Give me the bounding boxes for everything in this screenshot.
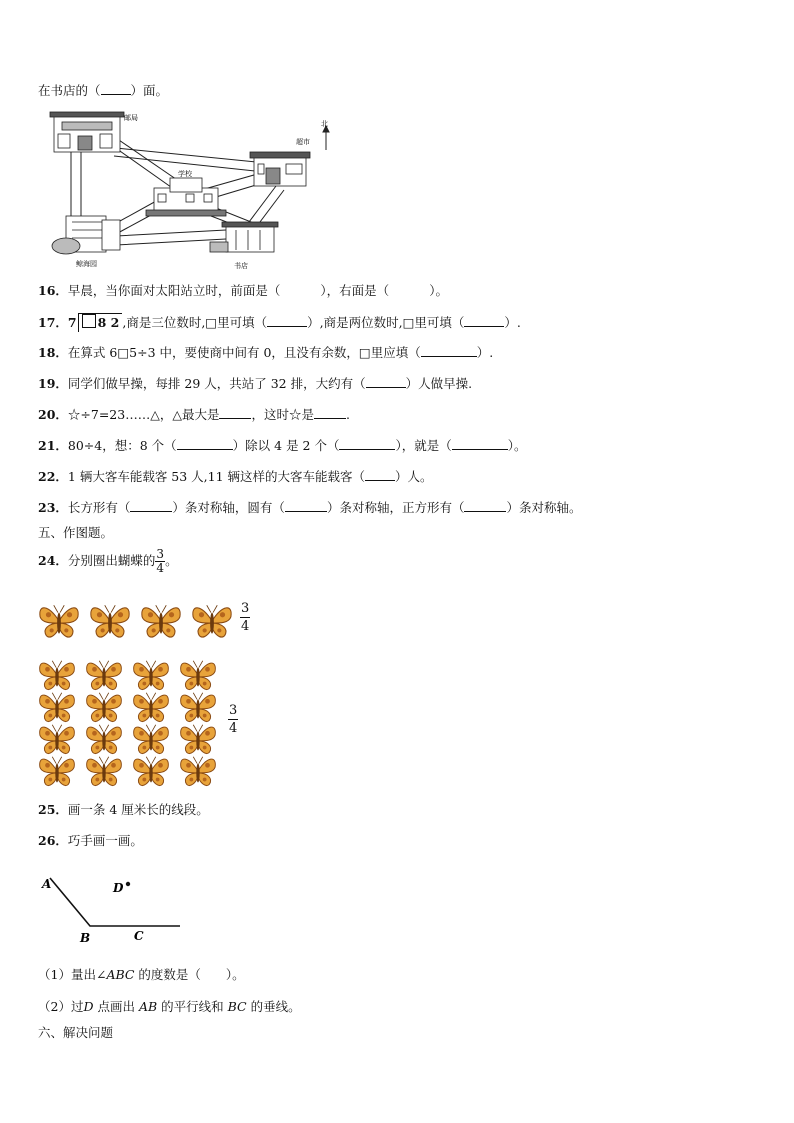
answer-blank[interactable] xyxy=(421,344,477,357)
digit-box[interactable] xyxy=(82,314,96,328)
butterfly-icon[interactable] xyxy=(179,752,217,788)
butterfly-icon[interactable] xyxy=(179,720,217,756)
butterfly-icon[interactable] xyxy=(132,752,170,788)
label-d: D xyxy=(113,881,124,895)
butterfly-icon[interactable] xyxy=(85,752,123,788)
butterfly-icon[interactable] xyxy=(132,656,170,692)
label-b: B xyxy=(80,931,91,945)
question-20: 20．☆÷7=23……△，△最大是 ，这时☆是 . xyxy=(38,407,350,422)
post-office-label: 邮局 xyxy=(124,114,138,122)
question-18: 18．在算式 6□5÷3 中，要使商中间有 0，且没有余数，□里应填（ ）. xyxy=(38,345,494,360)
question-22: 22．1 辆大客车能载客 53 人,11 辆这样的大客车能载客（ ）人。 xyxy=(38,469,433,484)
butterfly-icon[interactable] xyxy=(179,656,217,692)
question-17: 17．7 8 2 ,商是三位数时,□里可填（ ）,商是两位数时,□里可填（ ）. xyxy=(38,315,521,330)
fraction-group-1: $\frac{3}{4}$ xyxy=(241,601,250,634)
park-building xyxy=(52,216,120,254)
butterfly-icon[interactable] xyxy=(191,600,233,640)
butterfly-icon[interactable] xyxy=(85,656,123,692)
fraction: $\frac{3}{4}$ xyxy=(156,547,165,575)
butterfly-icon[interactable] xyxy=(89,600,131,640)
butterfly-icon[interactable] xyxy=(132,688,170,724)
question-26-1: （1）量出∠ABC 的度数是（ ）。 xyxy=(38,967,245,982)
butterfly-icon[interactable] xyxy=(179,688,217,724)
answer-blank[interactable] xyxy=(365,468,395,481)
butterfly-icon[interactable] xyxy=(38,656,76,692)
section-heading-5: 五、作图题。 xyxy=(38,525,114,540)
question-15-tail: 在书店的（ ）面。 xyxy=(38,83,169,98)
answer-blank[interactable] xyxy=(219,406,251,419)
angle-abc-figure[interactable] xyxy=(36,868,196,948)
bookstore-building xyxy=(210,222,278,252)
answer-blank[interactable] xyxy=(366,375,406,388)
butterfly-group-2[interactable] xyxy=(38,656,228,786)
question-21: 21．80÷4，想：8 个（ ）除以 4 是 2 个（ ），就是（ ）。 xyxy=(38,438,527,453)
answer-blank[interactable] xyxy=(177,437,233,450)
school-building xyxy=(146,178,226,216)
point-d xyxy=(126,882,130,886)
fraction-group-2: $\frac{3}{4}$ xyxy=(229,703,238,736)
answer-blank[interactable] xyxy=(339,437,395,450)
supermarket-label: 超市 xyxy=(296,138,310,146)
answer-blank[interactable] xyxy=(130,499,172,512)
answer-blank[interactable] xyxy=(314,406,346,419)
butterfly-icon[interactable] xyxy=(38,688,76,724)
section-heading-6: 六、解决问题 xyxy=(38,1025,114,1040)
post-office-building xyxy=(50,112,124,152)
supermarket-building xyxy=(250,152,310,186)
label-a: A xyxy=(42,877,52,891)
butterfly-icon[interactable] xyxy=(85,688,123,724)
answer-blank[interactable] xyxy=(464,314,504,327)
question-24: 24．分别圈出蝴蝶的 $\frac{3}{4}$ 。 xyxy=(38,547,178,575)
answer-blank[interactable] xyxy=(464,499,506,512)
question-23: 23．长方形有（ ）条对称轴，圆有（ ）条对称轴，正方形有（ ）条对称轴。 xyxy=(38,500,582,515)
question-19: 19．同学们做早操，每排 29 人，共站了 32 排，大约有（ ）人做早操. xyxy=(38,376,473,391)
butterfly-icon[interactable] xyxy=(38,720,76,756)
north-label: 北 xyxy=(321,120,328,128)
label-c: C xyxy=(134,929,144,943)
park-label: 鲸海园 xyxy=(76,260,97,268)
butterfly-icon[interactable] xyxy=(132,720,170,756)
butterfly-icon[interactable] xyxy=(85,720,123,756)
question-26-2: （2）过D 点画出 AB 的平行线和 BC 的垂线。 xyxy=(38,999,301,1014)
answer-blank[interactable] xyxy=(285,499,327,512)
answer-blank[interactable] xyxy=(452,437,508,450)
answer-blank[interactable] xyxy=(267,314,307,327)
school-label: 学校 xyxy=(178,170,192,178)
bookstore-label: 书店 xyxy=(234,262,248,270)
north-arrow-icon xyxy=(323,126,329,150)
question-25: 25．画一条 4 厘米长的线段。 xyxy=(38,802,209,817)
question-26: 26．巧手画一画。 xyxy=(38,833,143,848)
long-division-bracket: 8 2 xyxy=(78,313,123,332)
question-16: 16．早晨，当你面对太阳站立时，前面是（ ），右面是（ ）。 xyxy=(38,283,448,298)
butterfly-icon[interactable] xyxy=(38,752,76,788)
butterfly-icon[interactable] xyxy=(38,600,80,640)
butterfly-icon[interactable] xyxy=(140,600,182,640)
answer-blank[interactable] xyxy=(101,82,131,95)
map-figure xyxy=(36,108,346,273)
butterfly-group-1[interactable] xyxy=(38,600,238,642)
